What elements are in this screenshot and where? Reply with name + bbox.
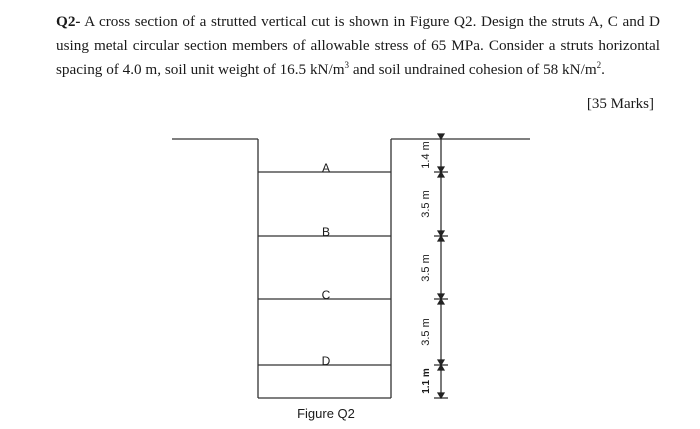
- marks-label: [35 Marks]: [586, 96, 654, 112]
- question-number: Q2-: [56, 13, 81, 30]
- unit-exponent-1: 3: [344, 59, 350, 70]
- question-body-2: and soil undrained cohesion of 58 kN/m: [349, 61, 597, 78]
- strut-label-b: B: [321, 225, 331, 239]
- strut-label-c: C: [321, 288, 331, 302]
- dim-label-3: 3.5 m: [420, 254, 432, 282]
- dim-label-4: 3.5 m: [420, 318, 432, 346]
- arrow-3-down: [438, 299, 444, 304]
- dim-label-2: 3.5 m: [420, 190, 432, 218]
- arrow-4-down: [438, 365, 444, 370]
- strut-label-a: A: [321, 161, 331, 175]
- arrow-2-down: [438, 236, 444, 241]
- dimension-chain: [434, 134, 448, 398]
- struts: [258, 172, 391, 365]
- excavation-outline: [172, 139, 530, 398]
- arrow-bottom: [438, 393, 444, 398]
- arrow-top: [438, 134, 444, 139]
- strut-label-d: D: [321, 354, 331, 368]
- dim-label-5: 1.1 m: [421, 368, 432, 394]
- question-body-3: .: [601, 61, 605, 78]
- arrow-1-down: [438, 172, 444, 177]
- question-body-1: A cross section of a strutted vertical cut is shown in Figure Q2. Design the struts A, C and D using metal circular section members of allowable stress of 65 MPa. Consider a struts horizontal spacing of 4.0 m, soil unit weight of 16.5 kN/m: [56, 13, 660, 78]
- figure-caption: Figure Q2: [297, 406, 355, 421]
- unit-exponent-2: 2: [596, 59, 602, 70]
- dim-label-1: 1.4 m: [420, 141, 432, 169]
